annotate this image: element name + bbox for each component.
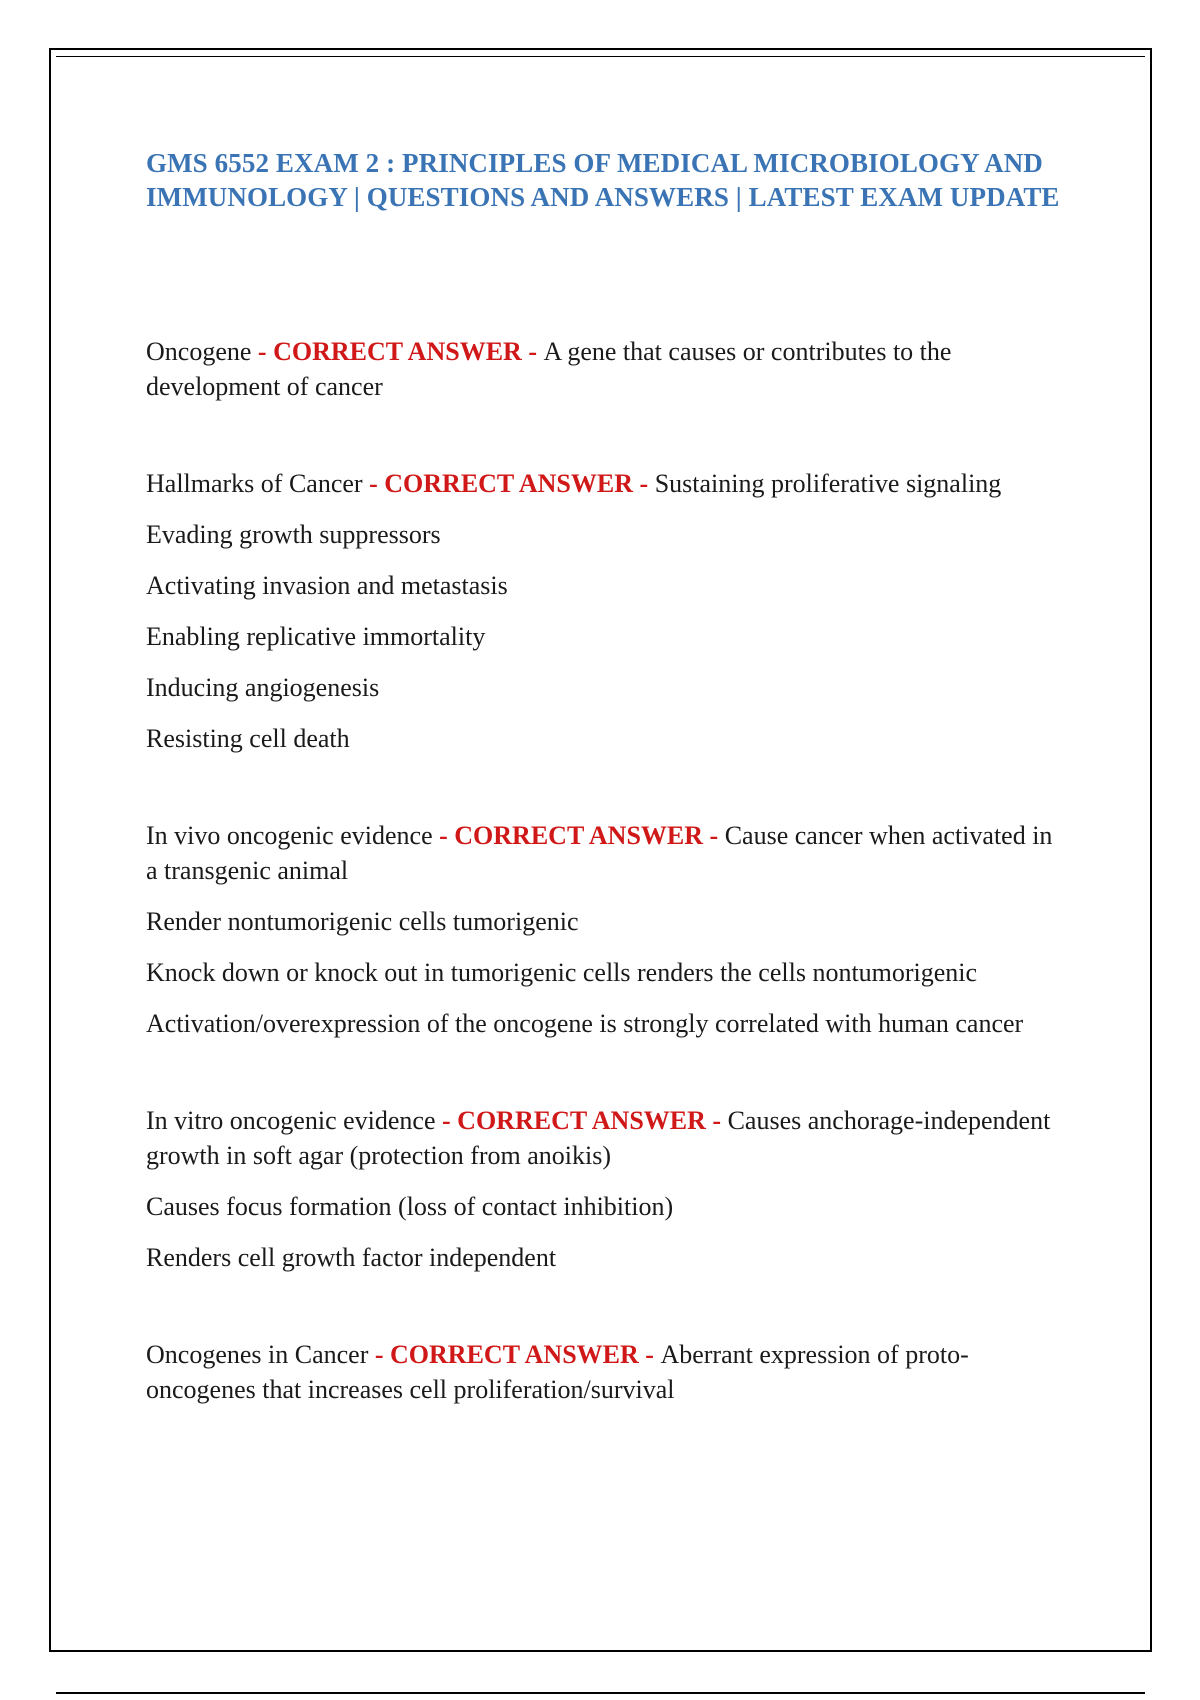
qa-line bbox=[146, 466, 1066, 501]
qa-term: In vitro oncogenic evidence bbox=[146, 1106, 436, 1135]
qa-answer: Sustaining proliferative signaling bbox=[654, 469, 1002, 498]
answer-extra-line: Resisting cell death bbox=[146, 724, 350, 753]
qa-item-in-vitro bbox=[146, 1103, 1066, 1275]
qa-line bbox=[146, 334, 1066, 404]
qa-term: Hallmarks of Cancer bbox=[146, 469, 363, 498]
qa-item-oncogenes-in-cancer bbox=[146, 1337, 1066, 1407]
answer-extra-line: Evading growth suppressors bbox=[146, 520, 441, 549]
answer-extra-line: Inducing angiogenesis bbox=[146, 673, 380, 702]
answer-extra-line: Enabling replicative immortality bbox=[146, 622, 486, 651]
qa-answer: Cause cancer when activated in a transgenic animal bbox=[146, 821, 1053, 885]
qa-line bbox=[146, 1103, 1066, 1173]
qa-item-in-vivo bbox=[146, 818, 1066, 1041]
answer-extra-line: Knock down or knock out in tumorigenic cells renders the cells nontumorigenic bbox=[146, 958, 978, 987]
answer-label: - CORRECT ANSWER - bbox=[368, 1340, 661, 1369]
qa-item-hallmarks bbox=[146, 466, 1066, 756]
qa-answer: Aberrant expression of proto-oncogenes that increases cell proliferation/survival bbox=[146, 1340, 969, 1404]
document-title: GMS 6552 EXAM 2 : PRINCIPLES OF MEDICAL MICROBIOLOGY AND IMMUNOLOGY | QUESTIONS AND ANSWERS | LATEST EXAM UPDATE bbox=[146, 148, 1060, 212]
answer-label: - CORRECT ANSWER - bbox=[432, 821, 725, 850]
answer-extra-line: Activating invasion and metastasis bbox=[146, 571, 508, 600]
qa-term: Oncogene bbox=[146, 337, 252, 366]
qa-term: In vivo oncogenic evidence bbox=[146, 821, 433, 850]
qa-answer: A gene that causes or contributes to the development of cancer bbox=[146, 337, 952, 401]
qa-line bbox=[146, 818, 1066, 888]
document-content bbox=[146, 146, 1066, 1407]
footer-rule bbox=[56, 1692, 1145, 1694]
answer-extra-line: Render nontumorigenic cells tumorigenic bbox=[146, 907, 579, 936]
qa-line bbox=[146, 1337, 1066, 1407]
qa-item-oncogene bbox=[146, 334, 1066, 404]
answer-extra-line: Causes focus formation (loss of contact inhibition) bbox=[146, 1192, 674, 1221]
answer-extra-line: Activation/overexpression of the oncogene is strongly correlated with human cancer bbox=[146, 1009, 1024, 1038]
page-border-inner-rule bbox=[56, 56, 1145, 57]
answer-extra-line: Renders cell growth factor independent bbox=[146, 1243, 557, 1272]
answer-label: - CORRECT ANSWER - bbox=[362, 469, 655, 498]
answer-label: - CORRECT ANSWER - bbox=[435, 1106, 728, 1135]
qa-term: Oncogenes in Cancer bbox=[146, 1340, 369, 1369]
answer-label: - CORRECT ANSWER - bbox=[251, 337, 544, 366]
qa-answer: Causes anchorage-independent growth in soft agar (protection from anoikis) bbox=[146, 1106, 1051, 1170]
